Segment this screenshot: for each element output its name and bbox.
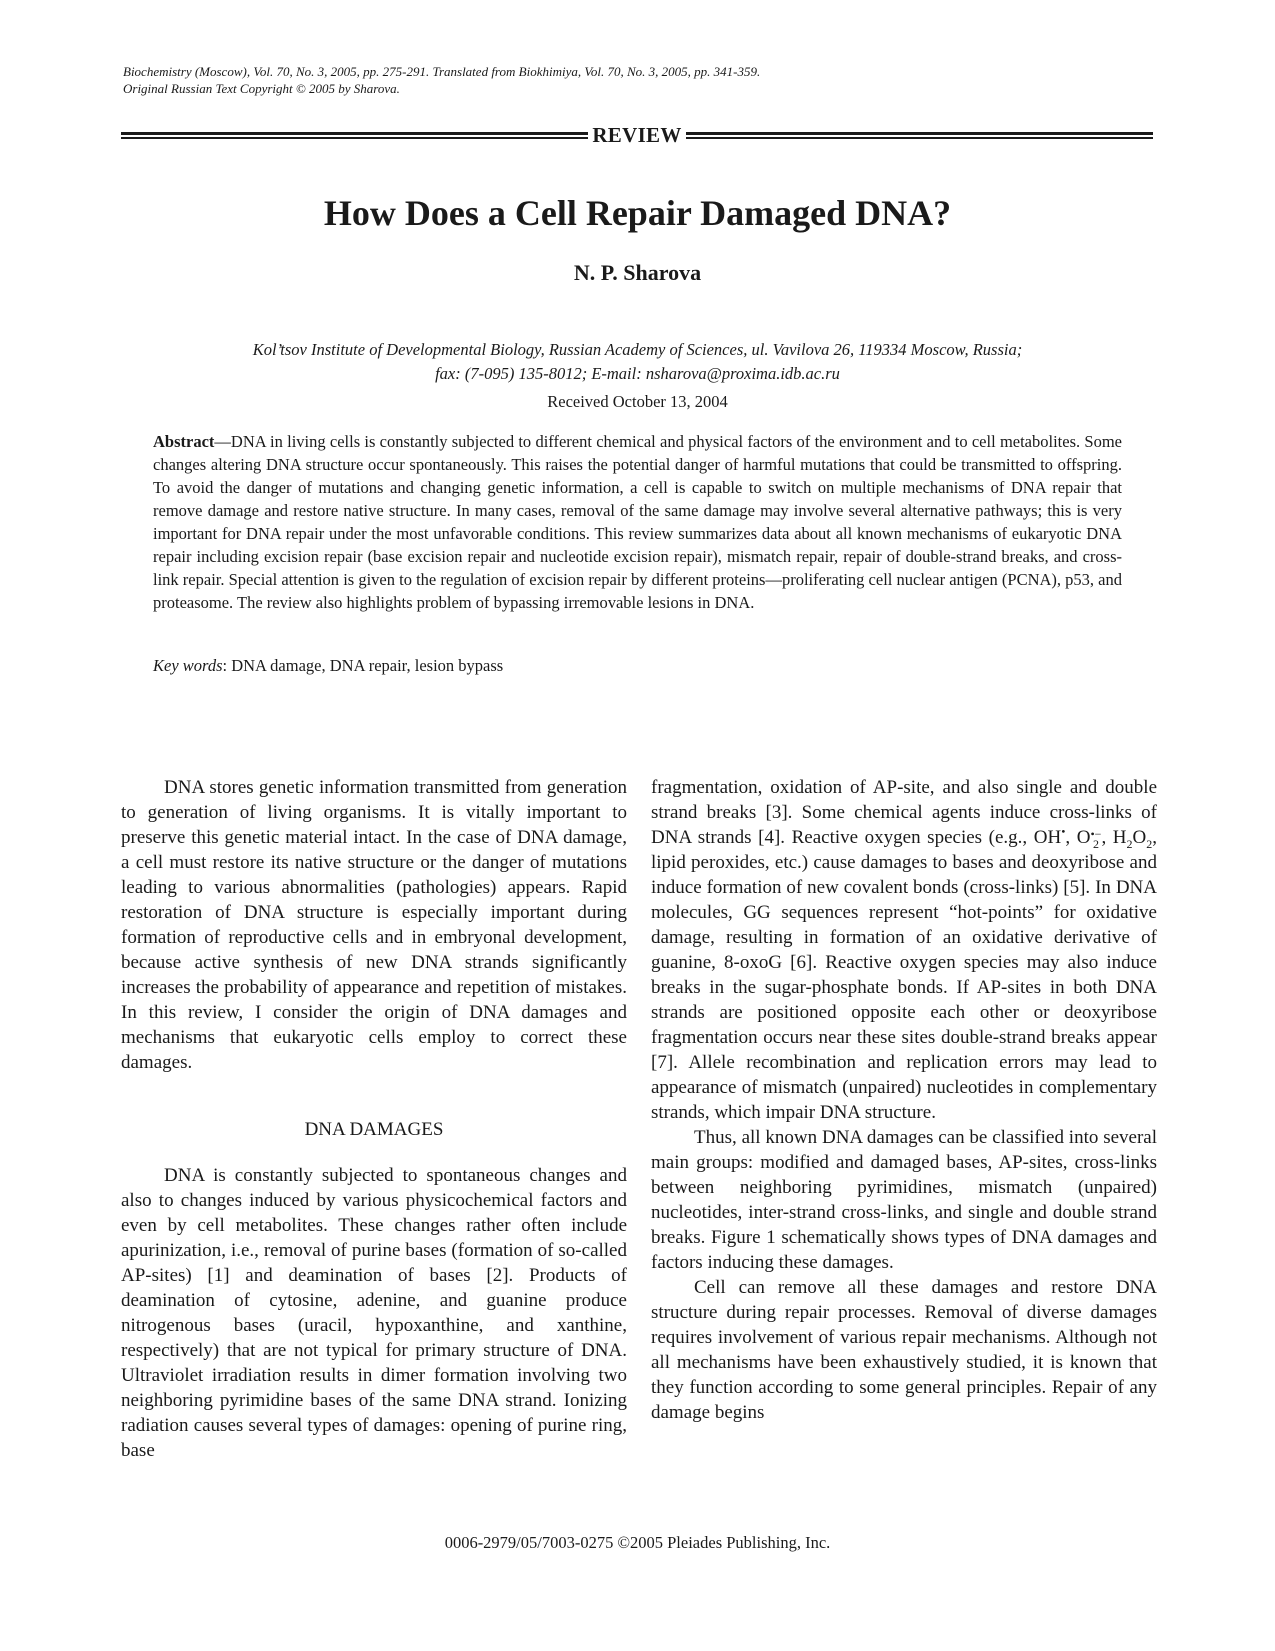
keywords-label: Key words — [153, 656, 223, 675]
species-hydroxyl: OH• — [1033, 824, 1066, 848]
intro-paragraph: DNA stores genetic information transmitted from generation to generation of living organisms. It is vitally important to preserve this genetic material intact. In the case of DNA damage, a cell must restore its native structure or the danger of mutations leading to various abnormalities (pathologies) appears. Rapid restoration of DNA structure is especially important during formation of reproductive cells and in embryonal development, because active synthesis of new DNA strands significantly increases the probability of appearance and repetition of mistakes. In this review, I consider the origin of DNA damages and mechanisms that eukaryotic cells employ to correct these damages. — [121, 777, 627, 1073]
continuation-text-a: fragmentation, oxidation of AP-site, and also single and double strand breaks [3]. Some chemical agents induce cross-links of DNA strands [4]. Reactive oxygen species (e.g., — [651, 777, 1157, 848]
abstract-label: Abstract — [153, 432, 215, 451]
left-column — [121, 775, 627, 1463]
journal-citation-line1: Biochemistry (Moscow), Vol. 70, No. 3, 2005, pp. 275-291. Translated from Biokhimiya, Vol. 70, No. 3, 2005, pp. 341-359. — [123, 64, 761, 79]
continuation-paragraph: fragmentation, oxidation of AP-site, and also single and double strand breaks [3]. Some chemical agents induce cross-links of DNA strands [4]. Reactive oxygen species (e.g., OH•, O •− 2 , $H_2O_2$, lipid peroxides, etc.) cause damages to bases and deoxyribose and induce formation of new covalent bonds (cross-links) [5]. In DNA molecules, GG sequences represent “hot-points” for oxidative damage, resulting in formation of an oxidative derivative of guanine, 8-oxoG [6]. Reactive oxygen species may also induce breaks in the sugar-phosphate bonds. If AP-sites in both DNA strands are positioned opposite each other or deoxyribose fragmentation occurs near these sites double-strand breaks appear [7]. Allele recombination and replication errors may lead to appearance of mismatch (unpaired) nucleotides in complementary strands, which impair DNA structure. — [651, 777, 1158, 1123]
keywords — [153, 656, 503, 676]
journal-citation-line2: Original Russian Text Copyright © 2005 by Sharova. — [123, 81, 400, 96]
abstract — [153, 430, 1122, 614]
received-date: Received October 13, 2004 — [547, 392, 728, 411]
double-rule-right — [686, 132, 1153, 139]
affiliation-line2: fax: (7-095) 135-8012; E-mail: nsharova@proxima.idb.ac.ru — [435, 364, 840, 383]
page-footer: 0006-2979/05/7003-0275 ©2005 Pleiades Publishing, Inc. — [444, 1533, 831, 1552]
species-superoxide: O •− 2 — [1076, 826, 1102, 851]
affiliation — [150, 338, 1125, 386]
right-column — [651, 775, 1157, 1425]
repair-paragraph: Cell can remove all these damages and restore DNA structure during repair processes. Removal of diverse damages requires involvement of various repair mechanisms. Although not all mechanisms have been exhaustively studied, it is known that they function according to some general principles. Repair of any damage begins — [651, 1277, 1157, 1423]
abstract-text: —DNA in living cells is constantly subjected to different chemical and physical factors of the environment and to cell metabolites. Some changes altering DNA structure occur spontaneously. This raises the potential danger of harmful mutations that could be transmitted to offspring. To avoid the danger of mutations and changing genetic information, a cell is capable to switch on multiple mechanisms of DNA repair that remove damage and restore native structure. In many cases, removal of the same damage may involve several alternative pathways; this is very important for DNA repair under the most unfavorable conditions. This review summarizes data about all known mechanisms of eukaryotic DNA repair including excision repair (base excision repair and nucleotide excision repair), mismatch repair, repair of double-strand breaks, and cross-link repair. Special attention is given to the regulation of excision repair by different proteins—proliferating cell nuclear antigen (PCNA), p53, and proteasome. The review also highlights problem of bypassing irremovable lesions in DNA. — [153, 432, 1122, 612]
page-title: How Does a Cell Repair Damaged DNA? — [323, 193, 952, 233]
species-hydrogen-peroxide: $H_2O_2$ — [1112, 827, 1153, 851]
section-rule — [121, 124, 1153, 146]
keywords-text: : DNA damage, DNA repair, lesion bypass — [222, 656, 504, 675]
journal-citation — [123, 63, 760, 97]
continuation-text-b: , lipid peroxides, etc.) cause damages to bases and deoxyribose and induce formation of new covalent bonds (cross-links) [5]. In DNA molecules, GG sequences represent “hot-points” for oxidative damage, resulting in formation of an oxidative derivative of guanine, 8-oxoG [6]. Reactive oxygen species may also induce breaks in the sugar-phosphate bonds. If AP-sites in both DNA strands are positioned opposite each other or deoxyribose fragmentation occurs near these sites double-strand breaks appear [7]. Allele recombination and replication errors may lead to appearance of mismatch (unpaired) nucleotides in complementary strands, which impair DNA structure. — [651, 827, 1158, 1123]
double-rule-left — [121, 132, 588, 139]
affiliation-line1: Kol’tsov Institute of Developmental Biology, Russian Academy of Sciences, ul. Vavilova 26, 119334 Moscow, Russia; — [252, 340, 1023, 359]
classification-paragraph: Thus, all known DNA damages can be classified into several main groups: modified and damaged bases, AP-sites, cross-links between neighboring pyrimidines, mismatch (unpaired) nucleotides, inter-strand cross-links, and single and double strand breaks. Figure 1 schematically shows types of DNA damages and factors inducing these damages. — [651, 1127, 1157, 1273]
section-heading-dna-damages: DNA DAMAGES — [304, 1119, 444, 1140]
author: N. P. Sharova — [573, 260, 702, 285]
damages-paragraph: DNA is constantly subjected to spontaneous changes and also to changes induced by various physicochemical factors and even by cell metabolites. These changes rather often include apurinization, i.e., removal of purine bases (formation of so-called AP-sites) [1] and deamination of bases [2]. Products of deamination of cytosine, adenine, and guanine produce nitrogenous bases (uracil, hypoxanthine, and xanthine, respectively) that are not typical for primary structure of DNA. Ultraviolet irradiation results in dimer formation involving two neighboring pyrimidine bases of the same DNA strand. Ionizing radiation causes several types of damages: opening of purine ring, base — [121, 1165, 627, 1461]
section-label: REVIEW — [592, 122, 682, 147]
